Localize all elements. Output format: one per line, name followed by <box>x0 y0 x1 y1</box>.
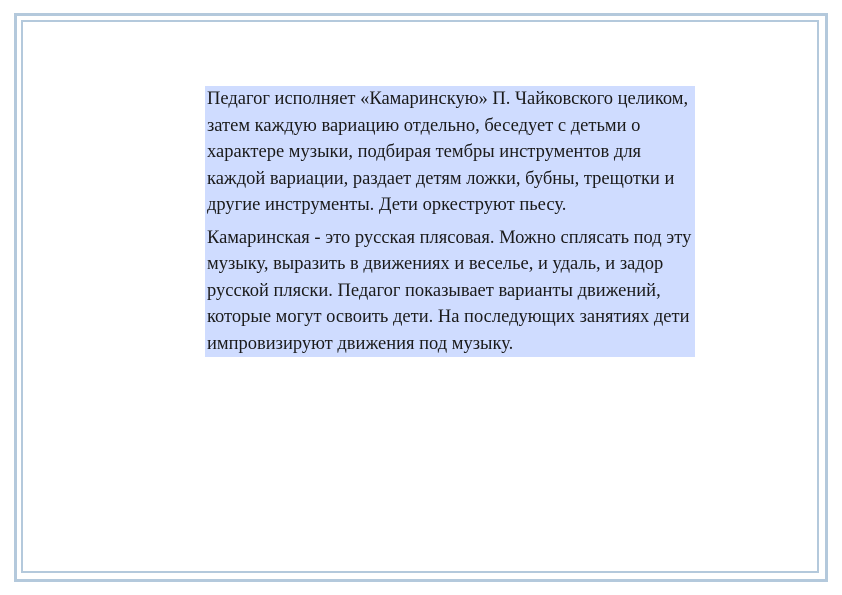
paragraph-1: Педагог исполняет «Камаринскую» П. Чайковского целиком, затем каждую вариацию отдельно, беседует с детьми о характере музыки, подбирая тембры инструментов для каждой вариации, раздает детям ложки, бубны, трещотки и другие инструменты. Дети оркеструют пьесу. <box>207 89 689 215</box>
paragraph-2: Камаринская - это русская плясовая. Можно сплясать под эту музыку, выразить в движениях и веселье, и удаль, и задор русской пляски. Педагог показывает варианты движений, которые могут освоить дети. На последующих занятиях дети импровизируют движения под музыку. <box>207 227 692 354</box>
highlighted-text-block <box>205 86 695 357</box>
